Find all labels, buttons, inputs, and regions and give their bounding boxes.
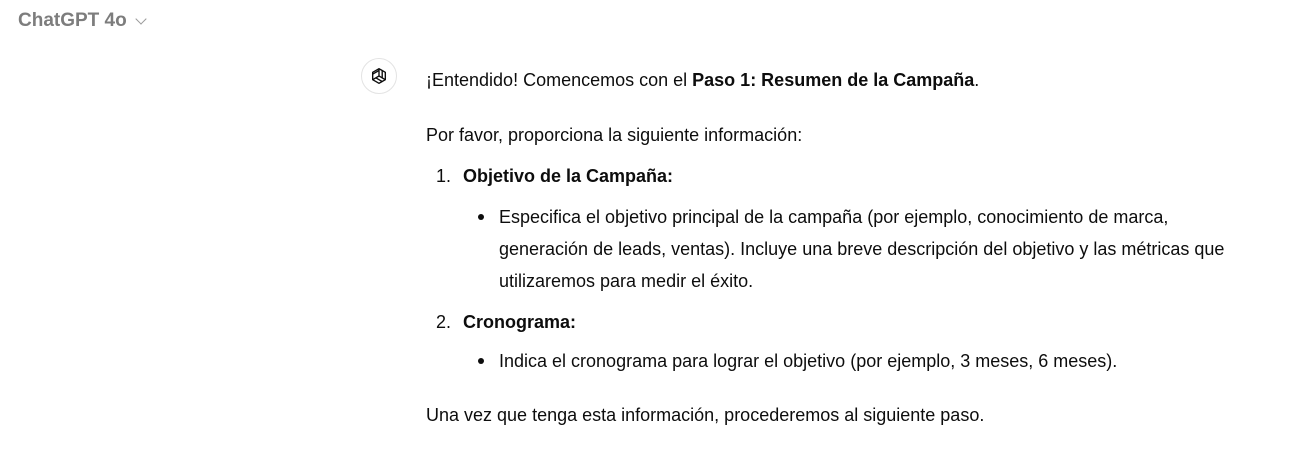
bullet-text: Indica el cronograma para lograr el objetivo (por ejemplo, 3 meses, 6 meses). <box>499 351 1118 371</box>
bullet-dot <box>478 358 484 364</box>
list-label: Objetivo de la Campaña: <box>463 166 674 186</box>
bullet-text: Especifica el objetivo principal de la campaña (por ejemplo, conocimiento de marca, generación de leads, ventas). Incluye una breve descripción del objetivo y las métricas que utilizaremos para medir el éxito. <box>499 207 1225 291</box>
intro-bold: Paso 1: Resumen de la Campaña <box>692 70 975 90</box>
chevron-down-icon <box>135 13 146 24</box>
assistant-avatar <box>361 58 397 94</box>
model-name: ChatGPT 4o <box>18 10 127 31</box>
message-closing: Una vez que tenga esta información, procederemos al siguiente paso. <box>426 405 985 425</box>
model-selector[interactable] <box>18 8 145 34</box>
openai-logo-icon <box>368 65 390 87</box>
message-request: Por favor, proporciona la siguiente información: <box>426 125 803 145</box>
bullet-dot <box>478 214 484 220</box>
intro-suffix: . <box>974 70 980 90</box>
bullet-item <box>499 345 1229 377</box>
list-number: 1. <box>436 166 452 186</box>
list-label: Cronograma: <box>463 312 577 332</box>
message-intro <box>426 64 979 96</box>
list-number: 2. <box>436 312 452 332</box>
intro-prefix: ¡Entendido! Comencemos con el <box>426 70 693 90</box>
bullet-item <box>499 201 1229 297</box>
